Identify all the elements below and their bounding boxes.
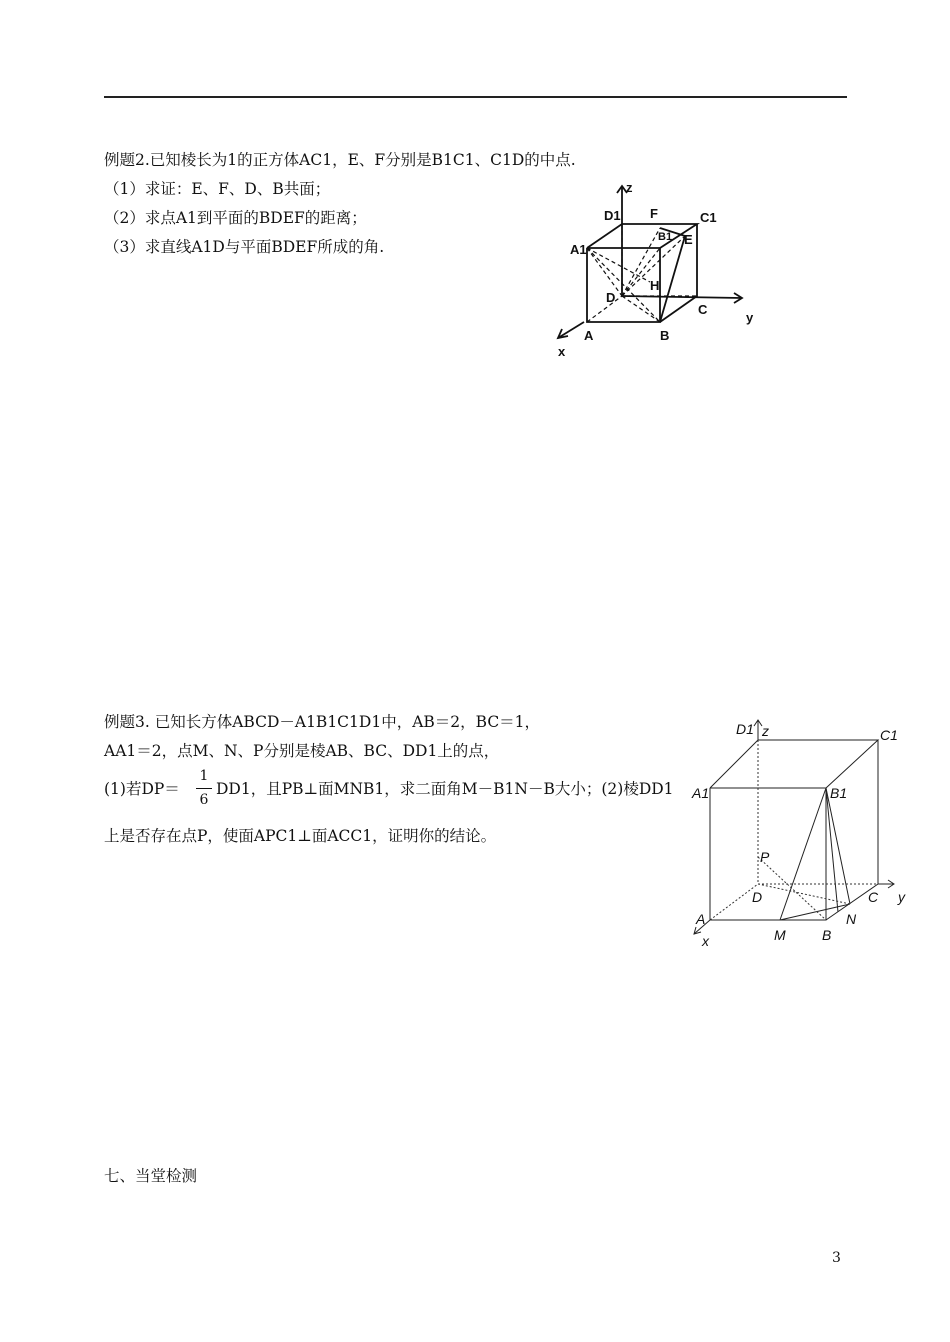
cuboid-label-N: N (846, 911, 857, 927)
cube-label-x: x (558, 344, 566, 359)
cube-label-D1: D1 (604, 208, 621, 223)
cuboid-figure (688, 712, 918, 957)
cuboid-label-B: B (822, 927, 832, 943)
fraction-bar (196, 788, 212, 789)
cube-label-C1: C1 (700, 210, 717, 225)
example2-item-3: （3）求直线A1D与平面BDEF所成的角. (104, 238, 385, 256)
cuboid-label-A: A (696, 911, 706, 927)
cube-label-E: E (684, 232, 693, 247)
cuboid-label-C: C (868, 889, 879, 905)
cuboid-label-z: z (762, 723, 769, 739)
cuboid-label-x: x (702, 933, 709, 949)
example3-line-1: 例题3. 已知长方体ABCD－A1B1C1D1中，AB＝2，BC＝1， (104, 713, 541, 731)
cuboid-label-B1: B1 (830, 785, 848, 801)
cuboid-label-D1: D1 (736, 721, 754, 737)
example2-item-1: （1）求证：E、F、D、B共面； (104, 180, 331, 198)
example2-title: 例题2.已知棱长为1的正方体AC1，E、F分别是B1C1、C1D的中点. (104, 151, 576, 169)
page-number: 3 (832, 1250, 841, 1266)
cube-figure (550, 178, 770, 368)
fraction-numerator: 1 (199, 768, 209, 784)
header-rule (104, 96, 847, 98)
example3-line-3-prefix: (1)若DP＝ (104, 780, 180, 798)
cube-label-A1: A1 (570, 242, 587, 257)
cube-label-C: C (698, 302, 708, 317)
fraction-denominator: 6 (199, 792, 209, 808)
cube-label-A: A (584, 328, 594, 343)
cuboid-label-y: y (898, 889, 905, 905)
cube-label-F: F (650, 206, 658, 221)
cuboid-label-D: D (752, 889, 763, 905)
cube-label-H: H (650, 278, 660, 293)
cuboid-label-C1: C1 (880, 727, 898, 743)
cuboid-label-M: M (774, 927, 786, 943)
section-heading: 七、当堂检测 (104, 1167, 198, 1185)
cube-top-face (587, 224, 697, 248)
cube-label-D: D (606, 290, 616, 305)
example2-item-2: （2）求点A1到平面的BDEF的距离； (104, 209, 367, 227)
cube-label-B1: B1 (658, 231, 673, 243)
cube-label-B: B (660, 328, 670, 343)
cuboid-top-face (710, 740, 878, 788)
cube-label-y: y (746, 310, 754, 325)
example3-line-4: 上是否存在点P，使面APC1⊥面ACC1，证明你的结论。 (104, 827, 497, 845)
example3-line-3-suffix: DD1，且PB⊥面MNB1，求二面角M－B1N－B大小；(2)棱DD1 (216, 780, 674, 798)
cube-label-z: z (626, 180, 633, 195)
cuboid-label-P: P (760, 849, 770, 865)
example3-line-2: AA1＝2，点M、N、P分别是棱AB、BC、DD1上的点， (104, 742, 500, 760)
cuboid-label-A1: A1 (692, 785, 710, 801)
